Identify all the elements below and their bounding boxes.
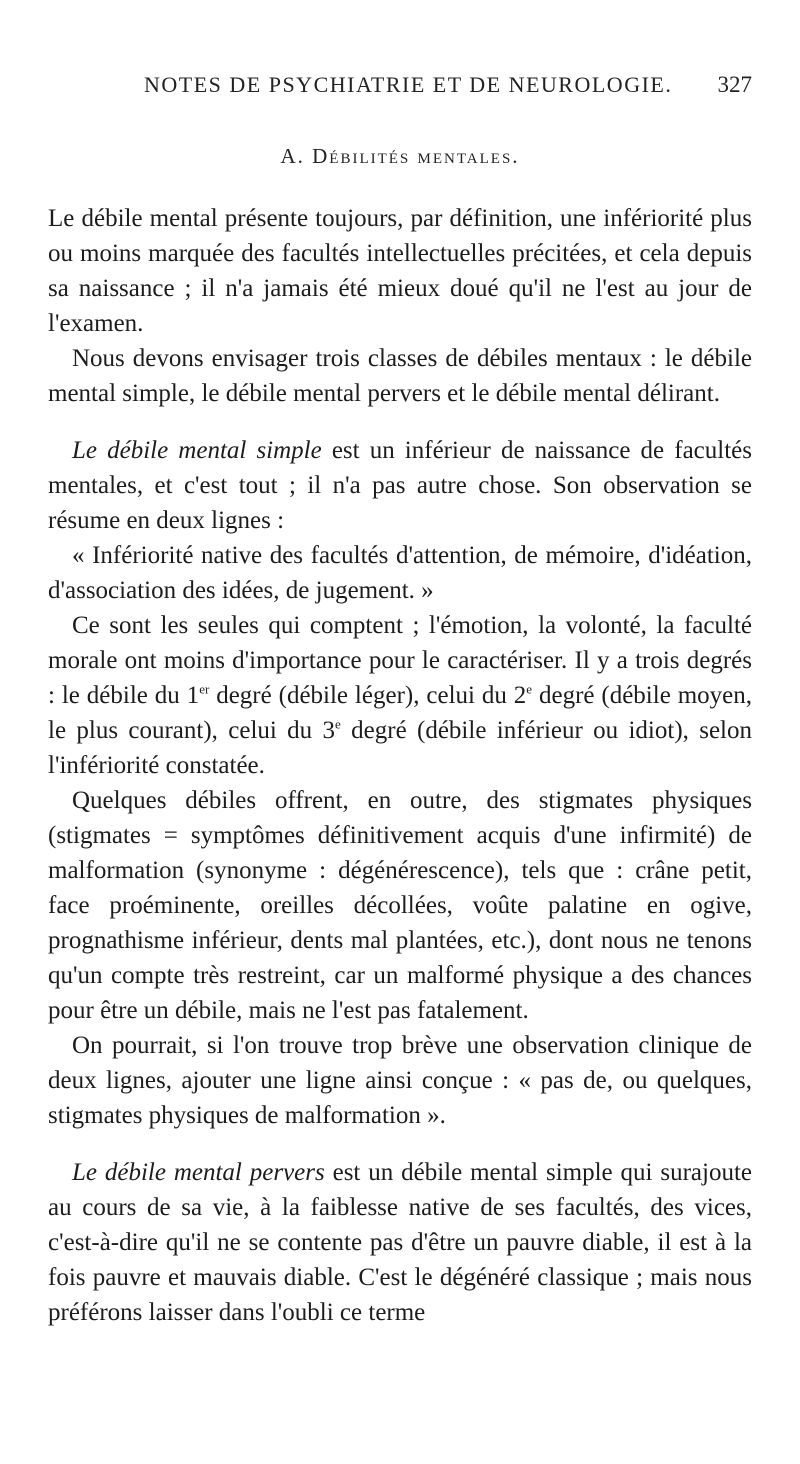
paragraph-3-text: est un inférieur de naissance de facultés mentales, et c'est tout ; il n'a pas autre chose. Son observation se résume en deux lignes : — [48, 437, 752, 534]
paragraph-2: Nous devons envisager trois classes de débiles mentaux : le débile mental simple, le débile mental pervers et le débile mental délirant. — [48, 345, 752, 407]
paragraph-5 — [48, 608, 752, 783]
term-simple: Le débile mental simple — [72, 437, 322, 464]
page-number: 327 — [717, 72, 752, 97]
paragraph-7: On pourrait, si l'on trouve trop brève une observation clinique de deux lignes, ajouter une ligne ainsi conçue : « pas de, ou quelques, stigmates physiques de malformation ». — [48, 1032, 752, 1129]
paragraph-5-part-a: Ce sont les seules qui comptent ; l'émotion, la volonté, la faculté morale ont moins d'importance pour le caractériser. Il y a trois degrés : le débile du 1 — [48, 612, 752, 709]
paragraph-8 — [48, 1155, 752, 1330]
body-text — [48, 201, 752, 1330]
superscript-e-2: e — [526, 681, 533, 697]
running-title: NOTES DE PSYCHIATRIE ET DE NEUROLOGIE. — [144, 72, 673, 97]
paragraph-8-text: est un débile mental simple qui surajoute au cours de sa vie, à la faiblesse native de ses facultés, des vices, c'est-à-dire qu'il ne se contente pas d'être un pauvre diable, il est à la fois pauvre et mauvais diable. C'est le dégénéré classique ; mais nous préférons laisser dans l'oubli ce terme — [48, 1159, 752, 1326]
paragraph-5-part-d: degré (débile inférieur ou idiot), selon l'infériorité constatée. — [48, 717, 753, 779]
paragraph-3 — [48, 433, 752, 538]
paragraph-5-part-c: degré (débile moyen, le plus courant), celui du 3 — [48, 682, 752, 744]
superscript-e-3: e — [335, 716, 341, 732]
term-pervers: Le débile mental pervers — [72, 1159, 325, 1186]
section-title — [48, 144, 752, 169]
paragraph-1: Le débile mental présente toujours, par définition, une infériorité plus ou moins marquée des facultés intellectuelles précitées, et cela depuis sa naissance ; il n'a jamais été mieux doué qu'il ne l'est au jour de l'examen. — [48, 205, 752, 337]
section-heading: Débilités mentales. — [312, 144, 520, 168]
paragraph-5-part-b: degré (débile léger), celui du 2 — [209, 682, 527, 709]
section-label: A. — [280, 144, 305, 168]
paragraph-6: Quelques débiles offrent, en outre, des stigmates physiques (stigmates = symptômes définitivement acquis d'une infirmité) de malformation (synonyme : dégénérescence), tels que : crâne petit, face proéminente, oreilles décollées, voûte palatine en ogive, prognathisme inférieur, dents mal plantées, etc.), dont nous ne tenons qu'un compte très restreint, car un malformé physique a des chances pour être un débile, mais ne l'est pas fatalement. — [48, 787, 752, 1024]
running-head — [48, 72, 752, 98]
paragraph-4-quote: « Infériorité native des facultés d'attention, de mémoire, d'idéation, d'association des idées, de jugement. » — [48, 542, 752, 604]
superscript-er: er — [199, 681, 210, 697]
